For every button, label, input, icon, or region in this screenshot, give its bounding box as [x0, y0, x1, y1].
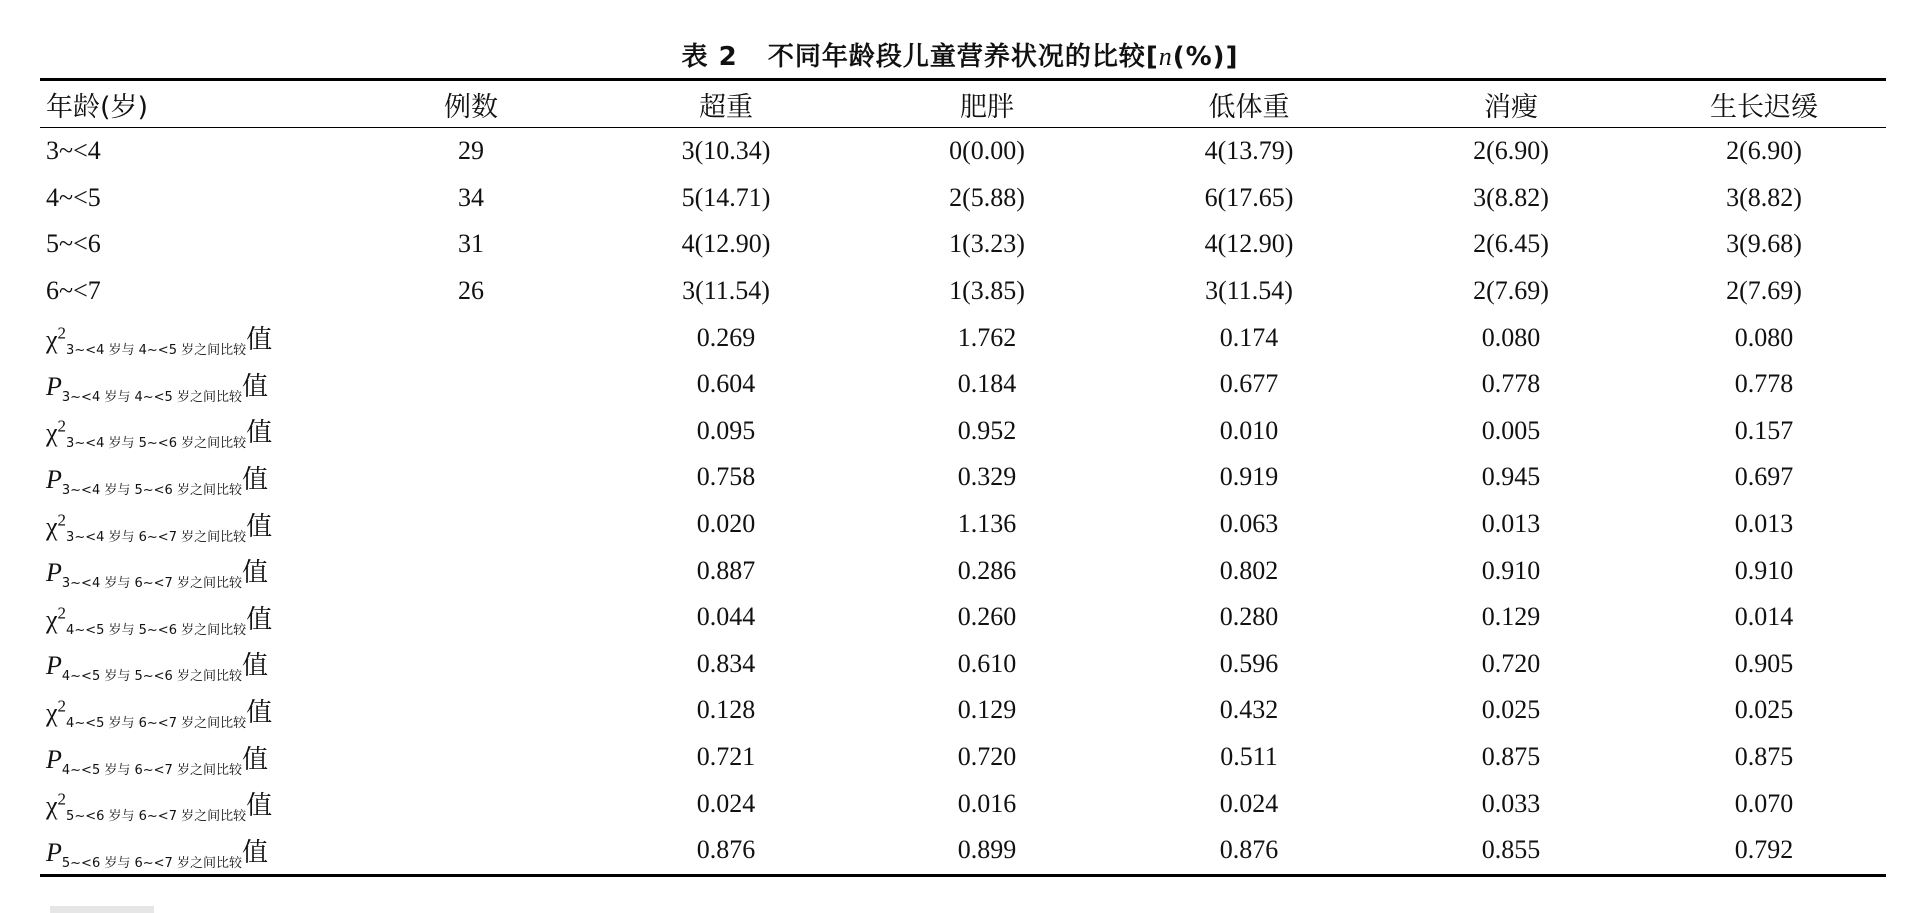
value-cell: 0.677	[1219, 369, 1279, 399]
stat-suffix: 值	[241, 837, 268, 867]
stat-suffix: 值	[246, 511, 273, 541]
table-row	[40, 547, 1886, 594]
stat-symbol: χ	[46, 511, 58, 541]
stat-subscript: 4~<5 岁与 6~<7 岁之间比较	[61, 762, 242, 778]
stat-label-cell	[40, 501, 346, 548]
value-cell: 0.129	[957, 695, 1017, 725]
value-cell: 0.899	[957, 835, 1017, 865]
value-cell: 2(6.45)	[1473, 229, 1549, 259]
count-cell: 29	[458, 136, 484, 166]
stat-symbol: χ	[46, 697, 58, 727]
table-row	[40, 268, 1886, 315]
empty-cell	[346, 408, 596, 455]
count-cell: 26	[458, 276, 484, 306]
value-cell: 4(12.90)	[1204, 229, 1294, 259]
value-cell: 0.919	[1219, 462, 1279, 492]
stat-subscript: 3~<4 岁与 4~<5 岁之间比较	[61, 389, 242, 405]
value-cell: 2(6.90)	[1726, 136, 1802, 166]
table-row	[40, 175, 1886, 222]
value-cell: 4(12.90)	[681, 229, 771, 259]
table-row	[40, 687, 1886, 734]
stat-suffix: 值	[241, 651, 268, 681]
value-cell: 0.269	[696, 322, 756, 352]
value-cell: 0.174	[1219, 322, 1279, 352]
empty-cell	[346, 501, 596, 548]
value-cell: 0.013	[1734, 509, 1794, 539]
stat-label-cell	[40, 408, 346, 455]
value-cell: 0.024	[1219, 788, 1279, 818]
stat-superscript: 2	[57, 323, 67, 343]
value-cell: 0.758	[696, 462, 756, 492]
empty-cell	[346, 641, 596, 688]
value-cell: 2(5.88)	[949, 182, 1025, 212]
value-cell: 0.080	[1734, 322, 1794, 352]
table-row	[40, 361, 1886, 408]
value-cell: 0.910	[1734, 555, 1794, 585]
stat-subscript: 3~<4 岁与 5~<6 岁之间比较	[66, 436, 247, 452]
stat-label-cell	[40, 361, 346, 408]
empty-cell	[346, 314, 596, 361]
value-cell: 0.792	[1734, 835, 1794, 865]
header-overweight: 超重	[699, 91, 753, 123]
stat-suffix: 值	[241, 464, 268, 494]
value-cell: 3(11.54)	[1205, 276, 1293, 306]
stat-subscript: 3~<4 岁与 6~<7 岁之间比较	[61, 576, 242, 592]
value-cell: 2(7.69)	[1473, 276, 1549, 306]
stat-suffix: 值	[246, 418, 273, 448]
header-wasting: 消瘦	[1484, 91, 1538, 123]
stat-superscript: 2	[57, 696, 67, 716]
value-cell: 0.005	[1481, 415, 1541, 445]
value-cell: 0.025	[1481, 695, 1541, 725]
table-row	[40, 501, 1886, 548]
stat-superscript: 2	[57, 416, 67, 436]
value-cell: 0.610	[957, 648, 1017, 678]
age-cell: 6~<7	[46, 276, 101, 306]
value-cell: 3(8.82)	[1473, 182, 1549, 212]
nutrition-comparison-table	[40, 78, 1886, 877]
stat-subscript: 4~<5 岁与 5~<6 岁之间比较	[66, 622, 247, 638]
stat-label-cell	[40, 594, 346, 641]
caption-title: 不同年龄段儿童营养状况的比较[	[767, 42, 1159, 72]
value-cell: 0.697	[1734, 462, 1794, 492]
header-row	[40, 80, 1886, 128]
stat-subscript: 5~<6 岁与 6~<7 岁之间比较	[61, 855, 242, 871]
empty-cell	[346, 547, 596, 594]
stat-suffix: 值	[246, 697, 273, 727]
age-cell: 4~<5	[46, 182, 101, 212]
value-cell: 0.016	[957, 788, 1017, 818]
table-row	[40, 221, 1886, 268]
stat-label-cell	[40, 780, 346, 827]
value-cell: 0.876	[1219, 835, 1279, 865]
value-cell: 0.013	[1481, 509, 1541, 539]
table-row	[40, 454, 1886, 501]
value-cell: 0.876	[696, 835, 756, 865]
value-cell: 0.834	[696, 648, 756, 678]
stat-symbol: P	[46, 558, 62, 588]
table-row	[40, 594, 1886, 641]
stat-superscript: 2	[57, 789, 67, 809]
stat-suffix: 值	[246, 604, 273, 634]
stat-symbol: P	[46, 744, 62, 774]
stat-suffix: 值	[241, 744, 268, 774]
value-cell: 1(3.85)	[949, 276, 1025, 306]
table-row	[40, 408, 1886, 455]
value-cell: 0.910	[1481, 555, 1541, 585]
header-count: 例数	[444, 91, 498, 123]
value-cell: 0.855	[1481, 835, 1541, 865]
value-cell: 4(13.79)	[1204, 136, 1294, 166]
empty-cell	[346, 780, 596, 827]
stat-subscript: 3~<4 岁与 5~<6 岁之间比较	[61, 483, 242, 499]
value-cell: 0.952	[957, 415, 1017, 445]
value-cell: 0.280	[1219, 602, 1279, 632]
value-cell: 0.025	[1734, 695, 1794, 725]
stat-symbol: P	[46, 464, 62, 494]
value-cell: 0.511	[1220, 742, 1278, 772]
value-cell: 0.044	[696, 602, 756, 632]
value-cell: 0(0.00)	[949, 136, 1025, 166]
value-cell: 0.720	[1481, 648, 1541, 678]
header-obesity: 肥胖	[960, 91, 1014, 123]
value-cell: 0.286	[957, 555, 1017, 585]
value-cell: 3(9.68)	[1726, 229, 1802, 259]
value-cell: 1.136	[957, 509, 1017, 539]
count-cell: 34	[458, 182, 484, 212]
value-cell: 6(17.65)	[1204, 182, 1294, 212]
stat-label-cell	[40, 547, 346, 594]
value-cell: 0.010	[1219, 415, 1279, 445]
stat-symbol: χ	[46, 604, 58, 634]
empty-cell	[346, 827, 596, 875]
value-cell: 3(8.82)	[1726, 182, 1802, 212]
empty-cell	[346, 687, 596, 734]
empty-cell	[346, 454, 596, 501]
empty-cell	[346, 594, 596, 641]
footer-decoration	[50, 906, 154, 913]
stat-label-cell	[40, 687, 346, 734]
value-cell: 1.762	[957, 322, 1017, 352]
stat-suffix: 值	[246, 791, 273, 821]
stat-superscript: 2	[57, 603, 67, 623]
header-underweight: 低体重	[1208, 91, 1290, 123]
value-cell: 5(14.71)	[681, 182, 771, 212]
value-cell: 0.778	[1734, 369, 1794, 399]
count-cell: 31	[458, 229, 484, 259]
stat-subscript: 3~<4 岁与 4~<5 岁之间比较	[66, 343, 247, 359]
stat-subscript: 4~<5 岁与 5~<6 岁之间比较	[61, 669, 242, 685]
value-cell: 0.596	[1219, 648, 1279, 678]
table-row	[40, 827, 1886, 875]
value-cell: 0.329	[957, 462, 1017, 492]
value-cell: 0.033	[1481, 788, 1541, 818]
empty-cell	[346, 361, 596, 408]
table-row	[40, 780, 1886, 827]
stat-symbol: χ	[46, 325, 58, 355]
value-cell: 0.014	[1734, 602, 1794, 632]
value-cell: 0.432	[1219, 695, 1279, 725]
stat-label-cell	[40, 734, 346, 781]
age-cell: 3~<4	[46, 136, 101, 166]
header-age: 年龄(岁)	[46, 91, 149, 123]
stat-label-cell	[40, 827, 346, 875]
stat-symbol: P	[46, 837, 62, 867]
value-cell: 2(6.90)	[1473, 136, 1549, 166]
value-cell: 0.080	[1481, 322, 1541, 352]
table-row	[40, 128, 1886, 175]
value-cell: 0.095	[696, 415, 756, 445]
stat-label-cell	[40, 641, 346, 688]
caption-suffix: (%)]	[1172, 42, 1239, 72]
value-cell: 2(7.69)	[1726, 276, 1802, 306]
value-cell: 0.184	[957, 369, 1017, 399]
caption-n-symbol: n	[1158, 42, 1173, 71]
stat-symbol: χ	[46, 418, 58, 448]
value-cell: 0.063	[1219, 509, 1279, 539]
value-cell: 0.875	[1734, 742, 1794, 772]
stat-symbol: P	[46, 371, 62, 401]
value-cell: 0.721	[696, 742, 756, 772]
value-cell: 0.778	[1481, 369, 1541, 399]
value-cell: 0.157	[1734, 415, 1794, 445]
value-cell: 0.945	[1481, 462, 1541, 492]
empty-cell	[346, 734, 596, 781]
value-cell: 0.802	[1219, 555, 1279, 585]
stat-suffix: 值	[241, 558, 268, 588]
stat-subscript: 3~<4 岁与 6~<7 岁之间比较	[66, 529, 247, 545]
stat-subscript: 5~<6 岁与 6~<7 岁之间比较	[66, 809, 247, 825]
value-cell: 3(11.54)	[682, 276, 770, 306]
stat-subscript: 4~<5 岁与 6~<7 岁之间比较	[66, 716, 247, 732]
stat-symbol: χ	[46, 791, 58, 821]
value-cell: 0.260	[957, 602, 1017, 632]
value-cell: 0.887	[696, 555, 756, 585]
value-cell: 0.128	[696, 695, 756, 725]
value-cell: 1(3.23)	[949, 229, 1025, 259]
age-cell: 5~<6	[46, 229, 101, 259]
table-caption	[0, 36, 1920, 73]
stat-suffix: 值	[246, 325, 273, 355]
stat-label-cell	[40, 314, 346, 361]
table-row	[40, 734, 1886, 781]
value-cell: 0.720	[957, 742, 1017, 772]
stat-symbol: P	[46, 651, 62, 681]
stat-superscript: 2	[57, 509, 67, 529]
value-cell: 0.905	[1734, 648, 1794, 678]
table-row	[40, 641, 1886, 688]
value-cell: 0.129	[1481, 602, 1541, 632]
stat-label-cell	[40, 454, 346, 501]
value-cell: 3(10.34)	[681, 136, 771, 166]
table-row	[40, 314, 1886, 361]
value-cell: 0.020	[696, 509, 756, 539]
value-cell: 0.604	[696, 369, 756, 399]
stat-suffix: 值	[241, 371, 268, 401]
value-cell: 0.875	[1481, 742, 1541, 772]
value-cell: 0.070	[1734, 788, 1794, 818]
value-cell: 0.024	[696, 788, 756, 818]
caption-prefix: 表 2	[681, 42, 738, 72]
header-stunting: 生长迟缓	[1710, 91, 1818, 123]
